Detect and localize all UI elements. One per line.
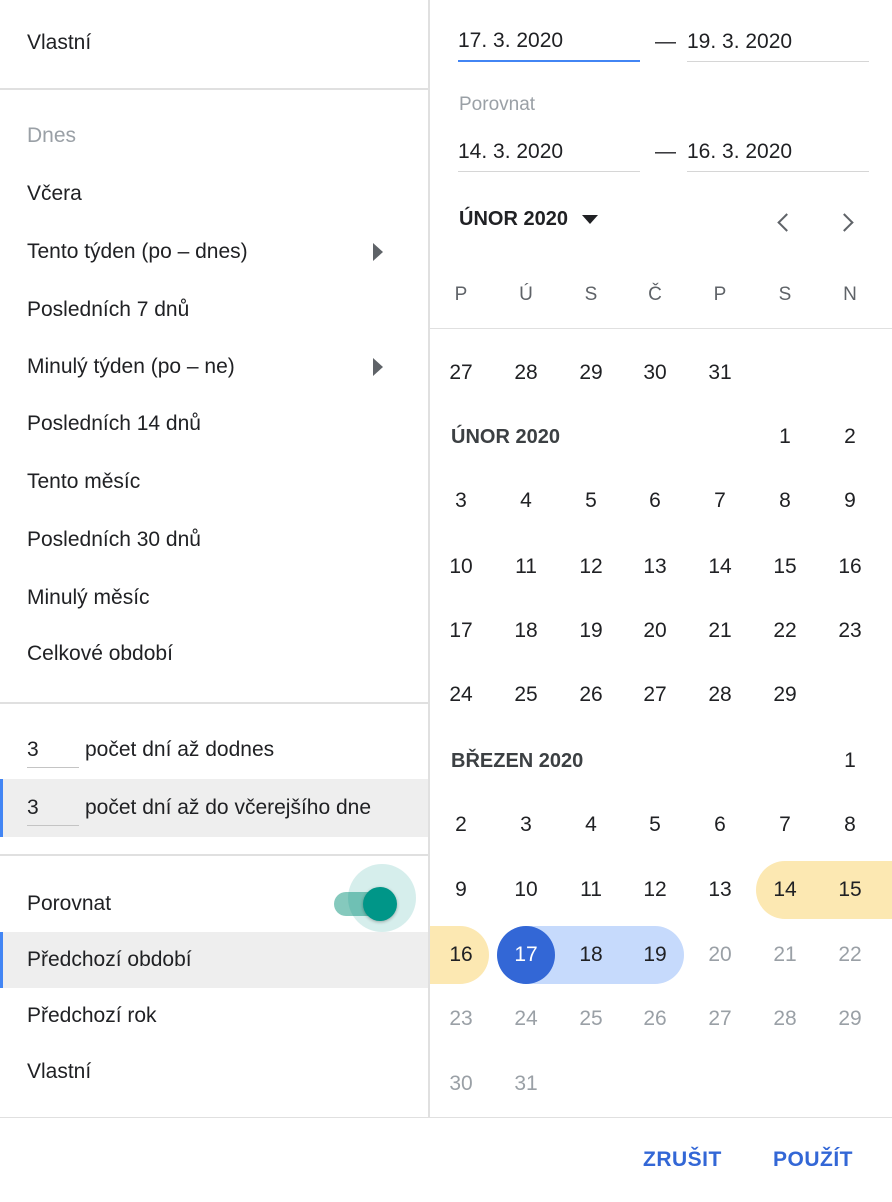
weekday-fri: P — [713, 284, 727, 305]
calendar-day[interactable]: 7 — [714, 489, 726, 512]
preset-label: Tento měsíc — [27, 470, 141, 493]
calendar-day: 29 — [838, 1007, 862, 1030]
preset-label: Tento týden (po – dnes) — [27, 240, 248, 263]
preset-label: Posledních 30 dnů — [27, 528, 201, 551]
custom-range-label: Vlastní — [27, 31, 92, 54]
calendar-day[interactable]: 23 — [838, 619, 862, 642]
preset-this-month[interactable] — [0, 454, 428, 510]
chevron-right-icon — [835, 213, 853, 231]
days-until-yesterday-input[interactable]: 3 — [27, 790, 79, 826]
calendar-day[interactable]: 25 — [514, 683, 538, 706]
month-label-mar: BŘEZEN 2020 — [451, 750, 584, 772]
compare-end-input[interactable] — [687, 132, 869, 172]
calendar-day[interactable]: 16 — [838, 555, 862, 578]
preset-label: Celkové období — [27, 642, 173, 665]
compare-option-label: Předchozí rok — [27, 1004, 157, 1027]
calendar-day[interactable]: 18 — [514, 619, 538, 642]
calendar-day[interactable]: 17 — [449, 619, 473, 642]
calendar-day[interactable]: 16 — [449, 943, 473, 966]
calendar-day[interactable]: 5 — [649, 813, 661, 836]
days-until-today-input[interactable]: 3 — [27, 732, 79, 768]
calendar-day[interactable]: 2 — [455, 813, 467, 836]
compare-option-label: Předchozí období — [27, 948, 192, 971]
calendar-day[interactable]: 26 — [579, 683, 603, 706]
calendar-day[interactable]: 4 — [585, 813, 597, 836]
calendar-day: 22 — [838, 943, 862, 966]
weekday-mon: P — [454, 284, 468, 305]
submenu-arrow-icon — [373, 243, 383, 261]
month-selector-label: ÚNOR 2020 — [459, 208, 568, 230]
end-date-input[interactable] — [687, 22, 869, 62]
days-until-today-label: počet dní až dodnes — [85, 738, 275, 761]
calendar-day[interactable]: 14 — [773, 878, 797, 901]
calendar-day: 23 — [449, 1007, 473, 1030]
days-until-yesterday-row[interactable] — [0, 779, 428, 837]
calendar-day[interactable]: 27 — [449, 361, 473, 384]
calendar-panel — [430, 0, 892, 1118]
calendar-day[interactable]: 10 — [514, 878, 538, 901]
preset-last-week[interactable] — [0, 339, 428, 395]
days-until-yesterday-label: počet dní až do včerejšího dne — [85, 796, 372, 819]
preset-last-14-days[interactable] — [0, 396, 428, 452]
preset-label: Posledních 7 dnů — [27, 298, 190, 321]
preset-last-7-days[interactable] — [0, 282, 428, 338]
calendar-day[interactable]: 19 — [579, 619, 603, 642]
calendar-day[interactable]: 21 — [708, 619, 732, 642]
calendar-day[interactable]: 28 — [708, 683, 732, 706]
calendar-day[interactable]: 27 — [643, 683, 667, 706]
weekday-sun: N — [843, 284, 857, 305]
calendar-day[interactable]: 3 — [455, 489, 467, 512]
calendar-day[interactable]: 10 — [449, 555, 473, 578]
preset-yesterday[interactable] — [0, 166, 428, 222]
chevron-left-icon — [777, 213, 795, 231]
month-label-feb: ÚNOR 2020 — [451, 426, 560, 448]
preset-last-month[interactable] — [0, 570, 428, 626]
calendar-day[interactable]: 13 — [643, 555, 667, 578]
preset-last-30-days[interactable] — [0, 512, 428, 568]
compare-option-label: Vlastní — [27, 1060, 92, 1083]
apply-button[interactable]: POUŽÍT — [773, 1148, 853, 1171]
calendar-day[interactable]: 12 — [643, 878, 667, 901]
dropdown-caret-icon — [582, 215, 598, 224]
calendar-day[interactable]: 30 — [643, 361, 667, 384]
calendar-day[interactable]: 3 — [520, 813, 532, 836]
calendar-day: 26 — [643, 1007, 667, 1030]
calendar-day[interactable]: 6 — [714, 813, 726, 836]
preset-panel — [0, 0, 428, 1118]
weekday-wed: S — [584, 284, 598, 305]
compare-previous-year[interactable] — [0, 988, 428, 1044]
calendar-day: 21 — [773, 943, 797, 966]
calendar-day[interactable]: 4 — [520, 489, 532, 512]
next-month-button[interactable] — [833, 208, 861, 236]
calendar-day[interactable]: 20 — [643, 619, 667, 642]
divider — [0, 702, 428, 704]
calendar-day[interactable]: 5 — [585, 489, 597, 512]
compare-previous-period[interactable] — [0, 932, 428, 988]
calendar-day[interactable]: 6 — [649, 489, 661, 512]
calendar-day[interactable]: 18 — [579, 943, 603, 966]
start-date-input[interactable] — [458, 22, 640, 62]
calendar-day[interactable]: 17 — [514, 943, 538, 966]
calendar-day[interactable]: 24 — [449, 683, 473, 706]
weekday-tue: Ú — [519, 284, 533, 305]
calendar-day[interactable]: 11 — [515, 555, 537, 578]
compare-separator: — — [655, 140, 676, 163]
month-selector[interactable] — [459, 208, 598, 231]
calendar-day[interactable]: 14 — [708, 555, 732, 578]
calendar-day[interactable]: 2 — [844, 425, 856, 448]
divider — [0, 88, 428, 90]
calendar-day: 24 — [514, 1007, 538, 1030]
prev-month-button[interactable] — [769, 208, 797, 236]
calendar-day[interactable]: 9 — [844, 489, 856, 512]
compare-end-value: 16. 3. 2020 — [687, 139, 793, 163]
calendar-day[interactable]: 9 — [455, 878, 467, 901]
calendar-day: 20 — [708, 943, 732, 966]
calendar-day[interactable]: 8 — [779, 489, 791, 512]
start-date-value: 17. 3. 2020 — [458, 29, 564, 52]
calendar-day[interactable]: 15 — [838, 878, 862, 901]
calendar-day[interactable]: 13 — [708, 878, 732, 901]
weekday-thu: Č — [648, 284, 662, 305]
calendar-day: 30 — [449, 1072, 473, 1095]
preset-today — [0, 108, 428, 164]
calendar-day[interactable]: 19 — [643, 943, 667, 966]
compare-start-value: 14. 3. 2020 — [458, 139, 564, 163]
calendar-day[interactable]: 11 — [580, 878, 602, 901]
preset-label: Posledních 14 dnů — [27, 412, 201, 435]
divider — [0, 854, 428, 856]
calendar-day: 28 — [773, 1007, 797, 1030]
preset-label: Dnes — [27, 124, 77, 147]
range-separator: — — [655, 30, 676, 53]
compare-toggle[interactable] — [334, 890, 390, 918]
calendar-day[interactable]: 8 — [844, 813, 856, 836]
calendar-day[interactable]: 1 — [844, 749, 856, 772]
preset-this-week[interactable] — [0, 224, 428, 280]
footer-divider — [0, 1117, 892, 1118]
calendar-day: 27 — [708, 1007, 732, 1030]
compare-range-label: Porovnat — [459, 94, 536, 115]
calendar-day[interactable]: 12 — [579, 555, 603, 578]
toggle-knob — [363, 887, 397, 921]
cancel-button[interactable]: ZRUŠIT — [643, 1148, 722, 1171]
calendar-day[interactable]: 29 — [579, 361, 603, 384]
preset-all-time[interactable] — [0, 626, 428, 682]
calendar-day: 31 — [514, 1072, 538, 1095]
calendar-day[interactable]: 7 — [779, 813, 791, 836]
calendar-day[interactable]: 28 — [514, 361, 538, 384]
weekday-sat: S — [778, 284, 792, 305]
calendar-day[interactable]: 1 — [779, 425, 791, 448]
preset-label: Minulý měsíc — [27, 586, 150, 609]
calendar-day[interactable]: 29 — [773, 683, 797, 706]
preset-label: Minulý týden (po – ne) — [27, 355, 235, 378]
calendar-day: 25 — [579, 1007, 603, 1030]
compare-custom[interactable] — [0, 1044, 428, 1100]
preset-label: Včera — [27, 182, 82, 205]
end-date-value: 19. 3. 2020 — [687, 29, 793, 53]
calendar-day[interactable]: 31 — [708, 361, 732, 384]
calendar-day[interactable]: 22 — [773, 619, 797, 642]
calendar-day[interactable]: 15 — [773, 555, 797, 578]
compare-label: Porovnat — [27, 892, 112, 915]
custom-range-header[interactable] — [0, 0, 428, 86]
submenu-arrow-icon — [373, 358, 383, 376]
weekday-divider — [430, 328, 892, 329]
days-until-today-row[interactable] — [0, 722, 428, 778]
compare-start-input[interactable] — [458, 132, 640, 172]
